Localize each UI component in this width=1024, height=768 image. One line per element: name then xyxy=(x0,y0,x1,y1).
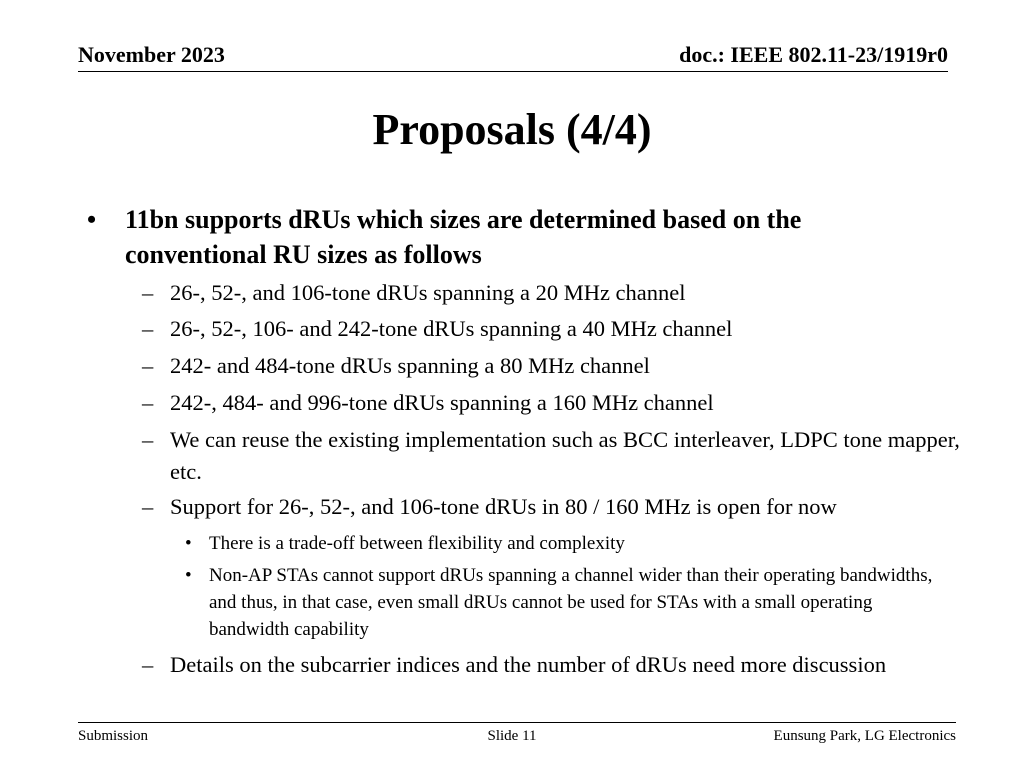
dash-marker: – xyxy=(142,390,154,415)
sub-item-80mhz xyxy=(142,350,960,382)
bullet-marker: • xyxy=(185,533,192,554)
sub-item-reuse xyxy=(142,424,960,488)
sub-item-text: 26-, 52-, and 106-tone dRUs spanning a 20 MHz channel xyxy=(170,280,686,305)
dash-marker: – xyxy=(142,316,154,341)
main-bullet xyxy=(87,202,925,272)
sub-item-text: 242- and 484-tone dRUs spanning a 80 MHz channel xyxy=(170,353,650,378)
sub-item-text: We can reuse the existing implementation such as BCC interleaver, LDPC tone mapper, etc. xyxy=(170,427,960,484)
slide-title: Proposals (4/4) xyxy=(372,105,652,154)
footer-slide-number: Slide 11 xyxy=(487,728,537,744)
header-divider xyxy=(78,71,948,72)
header-doc-number: doc.: IEEE 802.11-23/1919r0 xyxy=(679,42,948,67)
bullet-marker: • xyxy=(87,205,97,234)
dash-marker: – xyxy=(142,652,154,677)
footer-submission: Submission xyxy=(78,728,149,744)
sub-item-text: Support for 26-, 52-, and 106-tone dRUs in 80 / 160 MHz is open for now xyxy=(170,494,837,519)
sub-item-160mhz xyxy=(142,387,960,419)
main-bullet-text: 11bn supports dRUs which sizes are determined based on the conventional RU sizes as follows xyxy=(125,205,802,269)
bullet-marker: • xyxy=(185,565,192,586)
sub-sub-item-non-ap xyxy=(185,562,949,643)
sub-item-text: 242-, 484- and 996-tone dRUs spanning a 160 MHz channel xyxy=(170,390,714,415)
sub-item-open-support xyxy=(142,491,960,523)
dash-marker: – xyxy=(142,280,154,305)
dash-marker: – xyxy=(142,353,154,378)
sub-sub-item-text: Non-AP STAs cannot support dRUs spanning a channel wider than their operating bandwidths, and thus, in that case, even small dRUs cannot be used for STAs with a small operating bandwidth capability xyxy=(209,565,933,640)
sub-item-20mhz xyxy=(142,277,960,309)
sub-item-text: Details on the subcarrier indices and the number of dRUs need more discussion xyxy=(170,652,887,677)
dash-marker: – xyxy=(142,494,154,519)
sub-item-details xyxy=(142,649,960,681)
sub-item-40mhz xyxy=(142,313,960,345)
footer-divider xyxy=(78,722,956,723)
sub-item-text: 26-, 52-, 106- and 242-tone dRUs spanning a 40 MHz channel xyxy=(170,316,733,341)
sub-sub-item-text: There is a trade-off between flexibility and complexity xyxy=(209,533,625,554)
dash-marker: – xyxy=(142,427,154,452)
header-date: November 2023 xyxy=(78,42,225,67)
sub-sub-item-tradeoff xyxy=(185,530,949,557)
footer-author: Eunsung Park, LG Electronics xyxy=(773,728,956,744)
